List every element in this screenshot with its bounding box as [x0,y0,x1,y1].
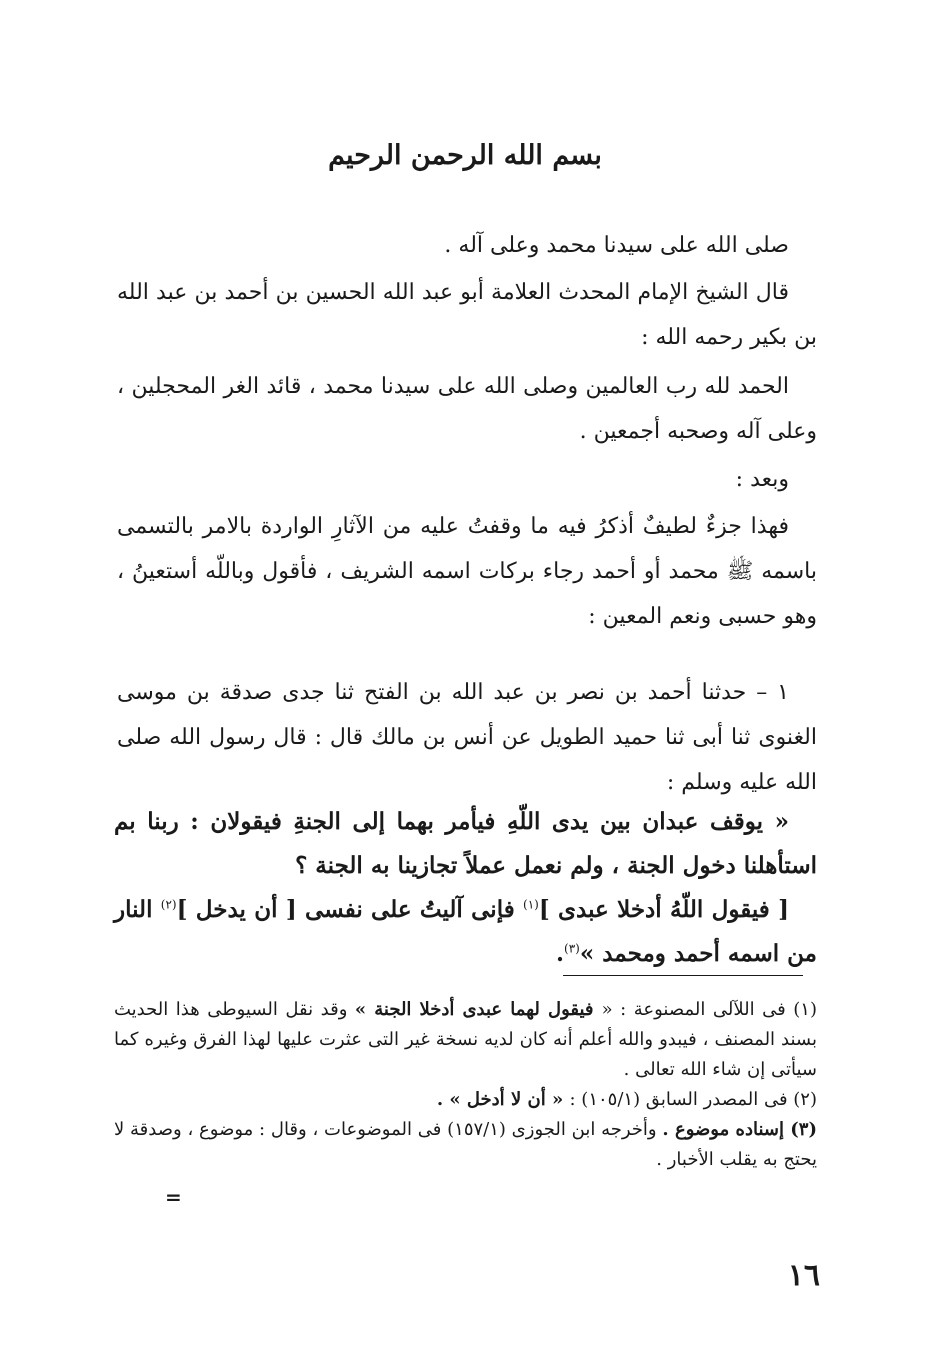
continuation-mark: = [165,1185,182,1209]
hadith-part-5: . [556,940,565,967]
footnote-3-rest: وأخرجه ابن الجوزى (١٥٧/١) فى الموضوعات ، وقال : موضوع ، وصدقة لا يحتج به يقلب الأخبار . [114,1119,817,1170]
hadith-part-4: النار من اسمه أحمد ومحمد » [114,896,817,967]
footnote-2-start: (٢) فى المصدر السابق (١٠٥/١) : [569,1089,817,1110]
page-title: بسم الله الرحمن الرحيم [328,140,602,171]
footnote-2 [114,1085,817,1115]
author-intro-text: قال الشيخ الإمام المحدث العلامة أبو عبد الله الحسين بن أحمد بن عبد الله بن بكير رحمه الله : [117,280,817,350]
hadith-part-2: [ فيقول اللّهُ أدخلا عبدى ] [538,896,789,923]
footnote-3 [114,1115,817,1175]
author-intro-paragraph [117,270,817,360]
footnote-1-quote: فيقول لهما عبدى أدخلا الجنة » [354,999,602,1020]
footnote-1 [114,995,817,1085]
purpose-text: فهذا جزءٌ لطيفٌ أذكرُ فيه ما وقفتُ عليه من الآثارِ الواردة بالامر بالتسمى باسمه ﷺ محمد أو أحمد رجاء بركات اسمه الشريف ، فأقول وباللّه أستعينُ ، وهو حسبى ونعم المعين : [117,514,817,629]
footnote-1-rest: وقد نقل السيوطى هذا الحديث بسند المصنف ، فيبدو والله أعلم أنه كان لديه نسخة غير التى عثرت عليها لهذا الفرق وغيره كما سيأتى إن شاء الله تعالى . [114,999,817,1080]
praise-paragraph [117,364,817,454]
transition-paragraph [117,457,817,502]
footnote-ref-1: (١) [523,897,539,912]
hadith-text [114,800,817,976]
footnote-2-quote: « أن لا أدخل » . [436,1089,570,1110]
footnote-3-verdict: (٣) إسناده موضوع . [662,1119,817,1140]
isnad-text: ١ – حدثنا أحمد بن نصر بن عبد الله بن الفتح ثنا جدى صدقة بن موسى الغنوى ثنا أبى ثنا حميد الطويل عن أنس بن مالك قال : قال رسول الله صلى الله عليه وسلم : [117,680,817,795]
praise-text: الحمد لله رب العالمين وصلى الله على سيدنا محمد ، قائد الغر المحجلين ، وعلى آله وصحبه أجمعين . [117,374,817,444]
footnote-divider [563,975,803,976]
footnote-ref-2: (٢) [160,897,177,912]
purpose-paragraph [117,504,817,639]
hadith-part-3: فإنى آليتُ على نفسى [ أن يدخل ] [176,896,524,923]
hadith-part-1: « يوقف عبدان بين يدى اللّهِ فيأمر بهما إلى الجنةِ فيقولان : ربنا بم استأهلنا دخول الجنة ، ولم نعمل عملاً تجازينا به الجنة ؟ [114,808,817,879]
footnotes-section [114,995,817,1175]
isnad-paragraph [117,670,817,805]
salutation-text: صلى الله على سيدنا محمد وعلى آله . [444,233,789,258]
page-number: ١٦ [787,1258,820,1293]
footnote-1-start: (١) فى اللآلى المصنوعة : « [601,999,817,1020]
transition-text: وبعد : [735,467,789,492]
footnote-ref-3: (٣) [564,941,580,956]
salutation-paragraph [117,223,817,268]
